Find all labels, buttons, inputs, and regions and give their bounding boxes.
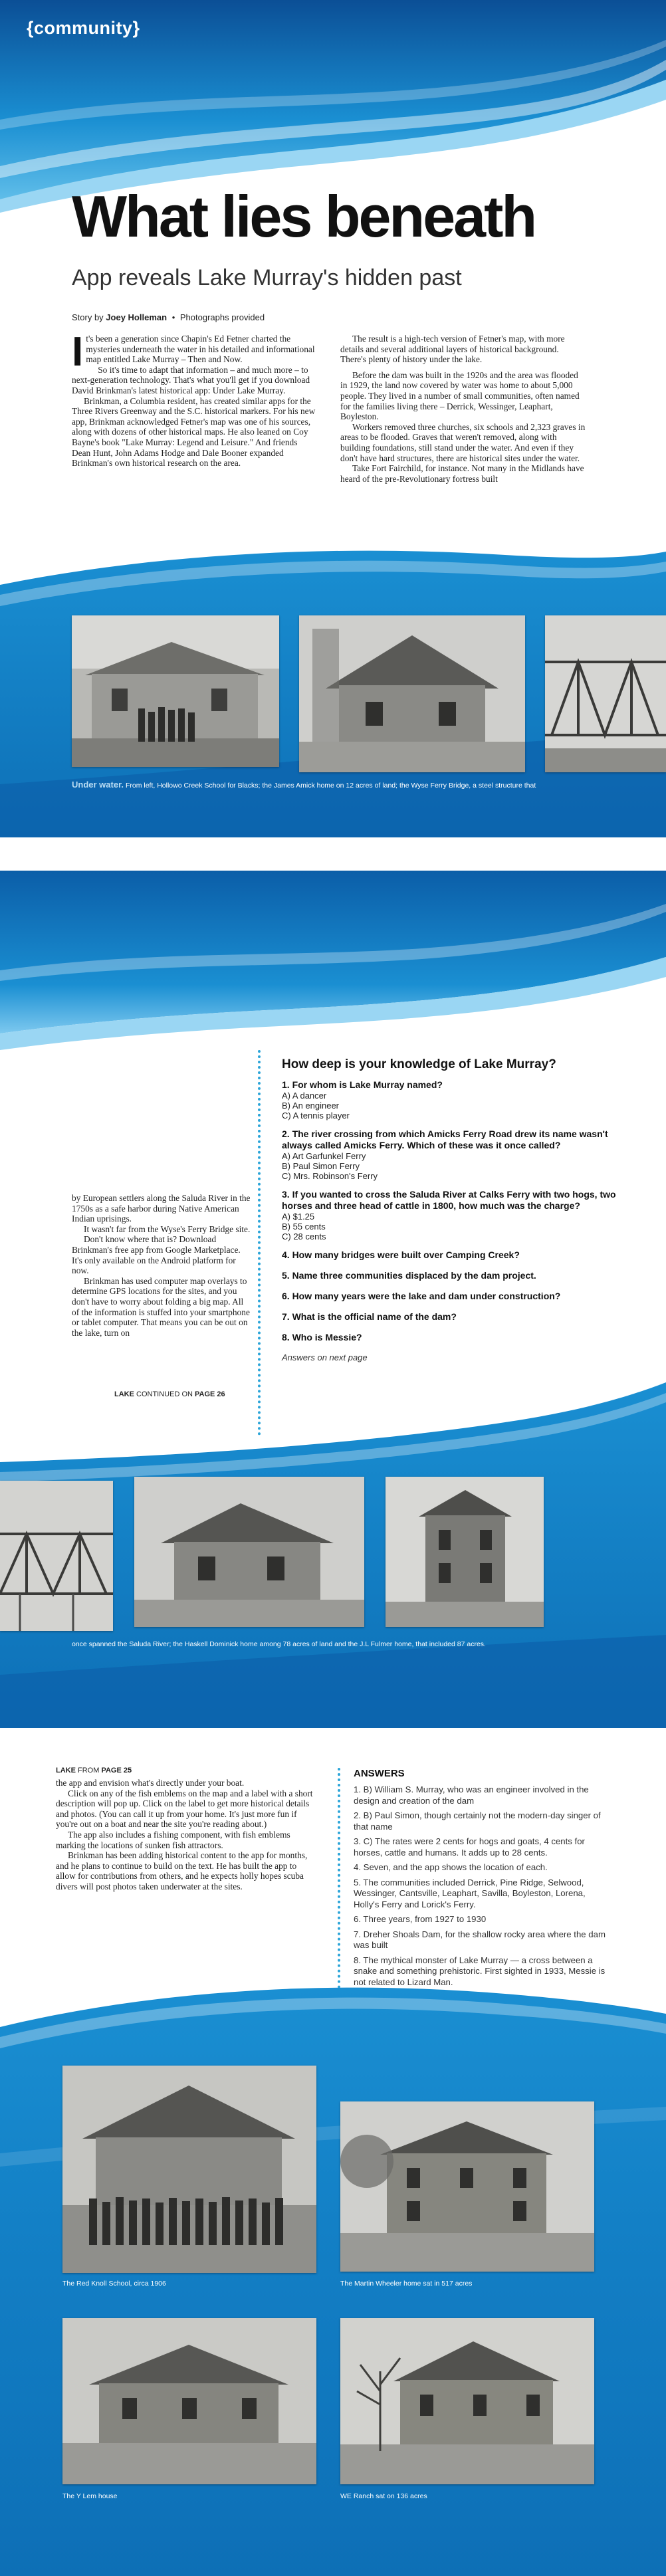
article-continued-column [72,1193,253,1338]
byline-prefix: Story by [72,312,106,322]
quiz-question [282,1332,627,1343]
article-column-1 [72,329,318,469]
article-paragraph: Don't know where that is? Download Brinkman's free app from Google Marketplace. It's only available on the Android platform for now. [72,1234,241,1276]
article-paragraph: The result is a high-tech version of Fetner's map, with more details and several additional layers of historical background. There's plenty of history under the lake. [340,334,565,365]
question-text: 6. How many years were the lake and dam under construction? [282,1291,561,1301]
photo-caption: WE Ranch sat on 136 acres [340,2492,427,2500]
article-paragraph: Take Fort Fairchild, for instance. Not many in the Midlands have heard of the pre-Revolutionary fortress built [340,463,584,484]
quiz-divider [258,1050,261,1436]
article-paragraph: Brinkman has used computer map overlays to determine GPS locations for the sites, and you don't have to worry about folding a big map. All of the information is stuffed into your smartphone or tablet computer. That means you can be out on the lake, turn on [72,1275,250,1338]
from-page: PAGE 25 [101,1767,132,1774]
question-text: 4. How many bridges were built over Camping Creek? [282,1249,520,1260]
photo-y-lem-house [62,2318,316,2484]
answer-item: 8. The mythical monster of Lake Murray — a cross between a snake and something prehistoric. First sighted in 1933, Messie is not related to Lizard Man. [354,1955,606,1987]
photo-red-knoll-school [62,2066,316,2273]
article-paragraph: by European settlers along the Saluda River in the 1750s as a safe harbor during Native American Indian uprisings. [72,1193,251,1224]
quiz-box [282,1057,627,1362]
question-option: A) A dancer [282,1091,327,1101]
question-text: 5. Name three communities displaced by the dam project. [282,1270,536,1281]
question-option: A) Art Garfunkel Ferry [282,1151,366,1161]
question-option: A) $1.25 [282,1212,315,1222]
caption-text: From left, Hollowo Creek School for Blacks; the James Amick home on 12 acres of land; the Wyse Ferry Bridge, a steel structure that [124,782,536,790]
continued-mid: CONTINUED ON [134,1390,195,1398]
continued-from-link[interactable] [56,1767,132,1774]
answer-item: 1. B) William S. Murray, who was an engineer involved in the design and creation of the dam [354,1784,589,1806]
photo-caption: The Red Knoll School, circa 1906 [62,2280,166,2288]
article-paragraph: The app also includes a fishing component, with fish emblems marking the locations of sunken fish attractors. [56,1829,290,1850]
article-paragraph: Brinkman has been adding historical content to the app for months, and he plans to continue to build on the text. He has built the app to allow for contributions from others, and he expects holly hopes scuba divers will post photos taken underwater at the sites. [56,1850,308,1891]
quiz-question [282,1311,627,1323]
byline-photos: Photographs provided [179,312,265,322]
article-paragraph: Click on any of the fish emblems on the map and a label with a short description will pop up. Click on the label to get more historical details and photos. (You can call it up from your home. It's just more fun if you're out on a boat and near the site you're reading about.) [56,1788,313,1830]
photo-we-ranch [340,2318,594,2484]
question-text: 8. Who is Messie? [282,1332,362,1342]
article-column-2 [340,334,586,484]
article-paragraph: Before the dam was built in the 1920s and the area was flooded in 1929, the land now covered by water was home to about 5,000 people. They lived in a number of small communities, often named for the families living there – Derrick, Wessinger, Leaphart, Boyleston. [340,370,580,422]
quiz-question [282,1189,627,1241]
photo-wyse-ferry-bridge-right [0,1481,113,1631]
photo-caption-row1 [72,780,657,790]
article-continued-column-2 [56,1778,316,1892]
question-text: 3. If you wanted to cross the Saluda River at Calks Ferry with two hogs, two horses and three head of cattle in 1800, how much was the charge? [282,1189,616,1211]
photo-caption: The Martin Wheeler home sat in 517 acres [340,2280,473,2288]
quiz-footer: Answers on next page [282,1352,368,1362]
photo-wyse-ferry-bridge-left [545,615,666,772]
question-option: C) Mrs. Robinson's Ferry [282,1171,378,1181]
photo-school [72,615,279,767]
quiz-title: How deep is your knowledge of Lake Murray? [282,1057,556,1071]
from-mid: FROM [75,1767,102,1774]
answers-title: ANSWERS [354,1768,405,1779]
caption-lead: Under water. [72,780,124,790]
answer-item: 2. B) Paul Simon, though certainly not the modern-day singer of that name [354,1810,601,1832]
question-option: B) An engineer [282,1101,340,1111]
question-option: B) Paul Simon Ferry [282,1161,360,1171]
question-text: 2. The river crossing from which Amicks Ferry Road drew its name wasn't always called Amicks Ferry. Which of these was it once called? [282,1128,608,1150]
page-title: What lies beneath [72,183,536,249]
photo-amick-home [299,615,525,772]
article-paragraph: So it's time to adapt that information – and much more – to next-generation technology. That's what you'll get if you download David Brinkman's latest historical app: Under Lake Murray. [72,364,310,395]
article-paragraph: Brinkman, a Columbia resident, has created similar apps for the Three Rivers Greenway and the S.C. historical markers. For his new app, Brinkman acknowledged Fetner's map was one of his sources, along with dozens of other historical maps. He also leaned on Coy Bayne's book "Lake Murray: Legend and Leisure." And friends Dean Hunt, John Adams Hodge and Dale Booner expanded Brinkman's own historical research on the area. [72,395,316,469]
continued-page: PAGE 26 [195,1390,225,1398]
article-paragraph: Workers removed three churches, six schools and 2,323 graves in areas to be flooded. Graves that weren't removed, along with building foundations, still stand under the water. And even if they don't have hard structures, there are historical sites under the water. [340,421,586,463]
answer-item: 4. Seven, and the app shows the location of each. [354,1862,548,1872]
from-prefix: LAKE [56,1767,76,1774]
quiz-section-wave [0,871,666,1070]
answer-item: 3. C) The rates were 2 cents for hogs and goats, 4 cents for horses, cattle and humans. It adds up to 28 cents. [354,1836,585,1858]
quiz-question [282,1128,627,1181]
answer-item: 6. Three years, from 1927 to 1930 [354,1914,487,1924]
photo-martin-wheeler-home [340,2101,594,2272]
quiz-question [282,1249,627,1261]
continued-prefix: LAKE [114,1390,134,1398]
article-paragraph: t's been a generation since Chapin's Ed Fetner charted the mysteries underneath the water in his detailed and informational map entitled Lake Murray – Then and Now. [86,334,315,365]
byline-author: Joey Holleman [106,312,167,322]
article-paragraph: It wasn't far from the Wyse's Ferry Bridge site. [84,1224,251,1234]
photo-caption-row2: once spanned the Saluda River; the Haskell Dominick home among 78 acres of land and the J.L Fulmer home, that included 87 acres. [72,1640,486,1648]
question-option: B) 55 cents [282,1222,326,1232]
section-tag: {community} [27,18,140,38]
byline [72,312,265,322]
photo-caption: The Y Lem house [62,2492,118,2500]
photo-dominick-home [134,1477,364,1627]
article-paragraph: the app and envision what's directly under your boat. [56,1778,245,1788]
quiz-question [282,1270,627,1281]
answer-item: 5. The communities included Derrick, Pine Ridge, Selwood, Wessinger, Cantsville, Leaphart, Savilla, Boyleston, Lorena, Holly's Ferry and Lorick's Ferry. [354,1877,586,1909]
drop-cap: I [72,329,84,375]
answer-item: 7. Dreher Shoals Dam, for the shallow rocky area where the dam was built [354,1929,606,1950]
question-option: C) 28 cents [282,1232,326,1241]
photo-fulmer-home [386,1477,544,1627]
byline-separator: • [171,312,175,322]
quiz-question [282,1079,627,1121]
question-text: 1. For whom is Lake Murray named? [282,1079,443,1090]
question-text: 7. What is the official name of the dam? [282,1311,457,1322]
page-subtitle: App reveals Lake Murray's hidden past [72,265,462,290]
quiz-question [282,1291,627,1302]
question-option: C) A tennis player [282,1111,350,1121]
